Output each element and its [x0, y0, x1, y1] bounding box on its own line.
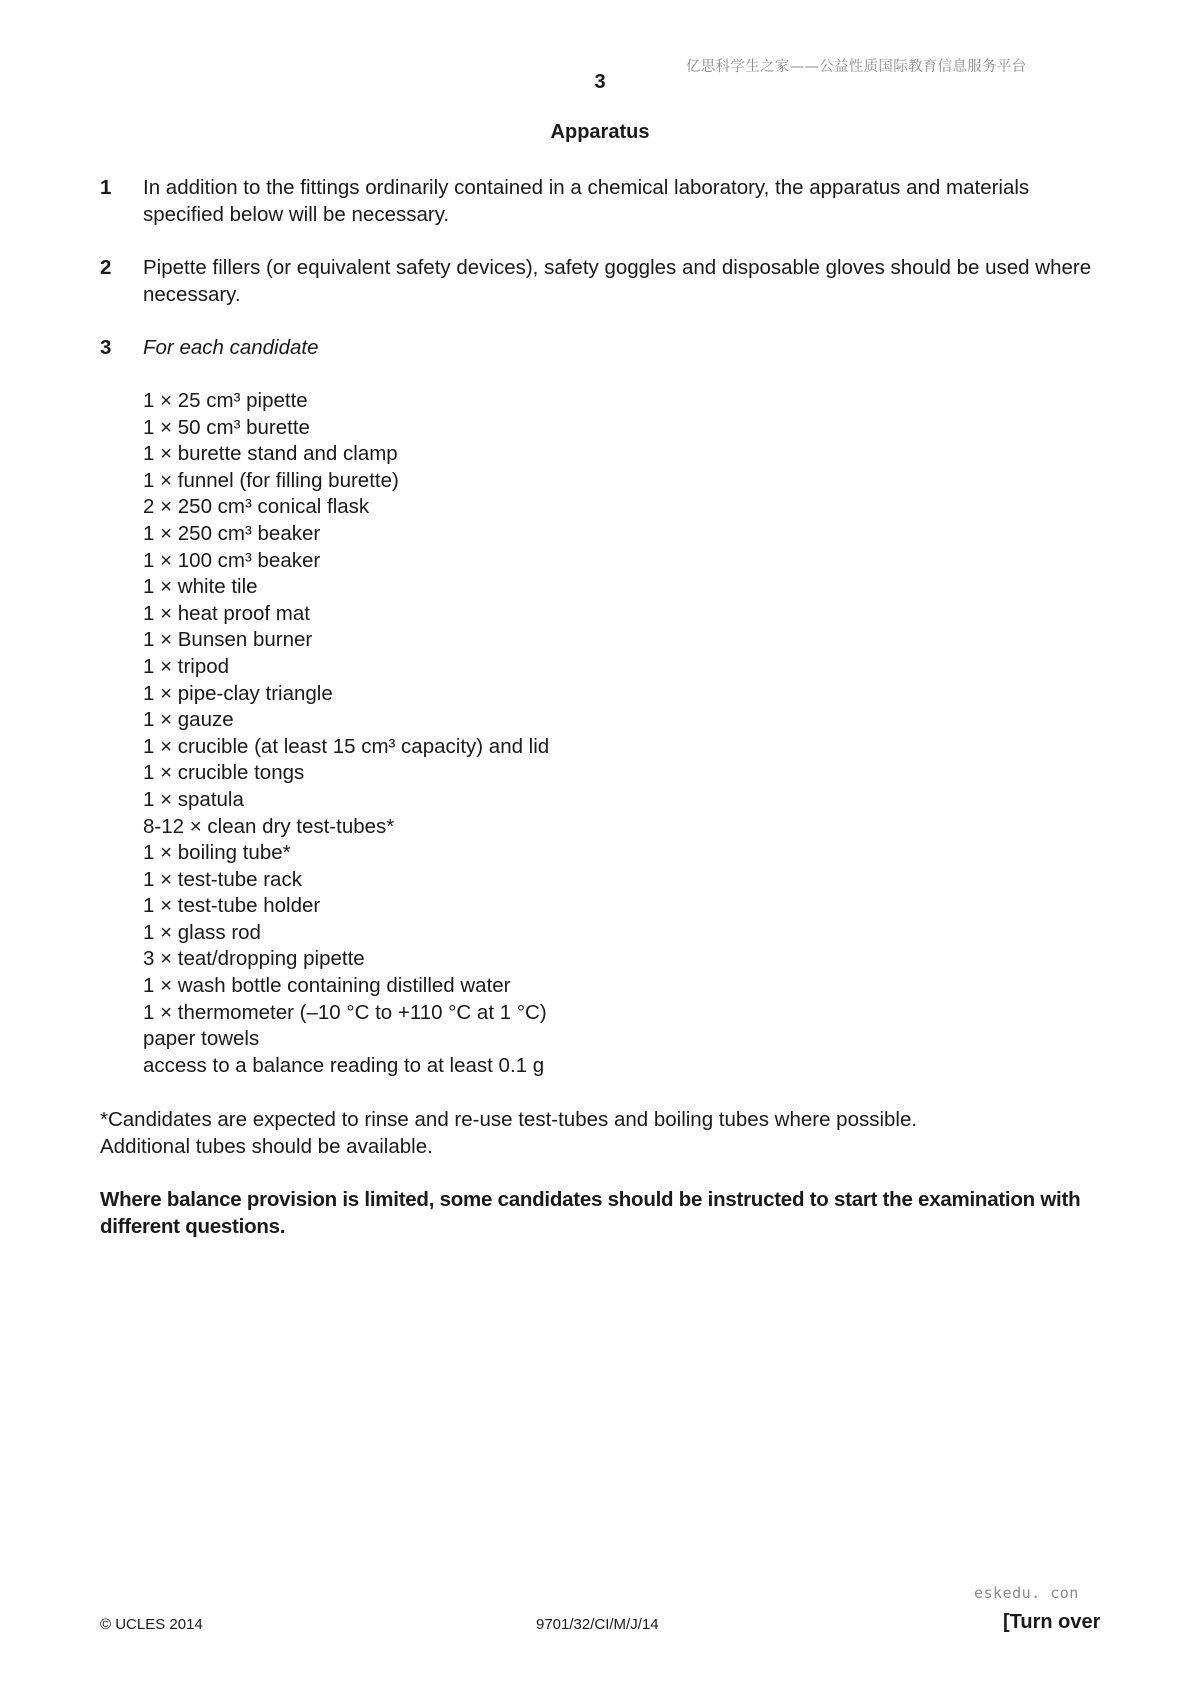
note-line: *Candidates are expected to rinse and re-use test-tubes and boiling tubes where possible.: [100, 1108, 918, 1131]
list-item: 1 × burette stand and clamp: [143, 442, 398, 466]
list-item: 1 × 50 cm³ burette: [143, 415, 310, 439]
list-item: 1 × tripod: [143, 654, 230, 678]
paper-code: 9701/32/CI/M/J/14: [536, 1616, 659, 1633]
paragraph-3: [100, 334, 1102, 361]
list-item: 1 × gauze: [143, 708, 234, 732]
note-line: Additional tubes should be available.: [100, 1135, 433, 1158]
list-item: 1 × Bunsen burner: [143, 628, 313, 652]
section-heading: Apparatus: [550, 121, 650, 143]
list-item: 1 × boiling tube*: [143, 841, 291, 865]
candidate-note: [100, 1106, 1102, 1160]
paragraph-text: In addition to the fittings ordinarily contained in a chemical laboratory, the apparatus and materials specified below will be necessary.: [143, 176, 1030, 226]
list-item: 1 × thermometer (–10 °C to +110 °C at 1 °C): [143, 1000, 547, 1024]
list-item: 2 × 250 cm³ conical flask: [143, 495, 370, 519]
list-item: 3 × teat/dropping pipette: [143, 947, 365, 971]
list-item: 1 × test-tube rack: [143, 867, 302, 891]
list-item: 1 × test-tube holder: [143, 894, 321, 918]
copyright: © UCLES 2014: [100, 1616, 203, 1633]
turn-over: [Turn over: [1003, 1611, 1101, 1633]
list-item: 1 × funnel (for filling burette): [143, 468, 399, 492]
list-item: access to a balance reading to at least 0.1 g: [143, 1053, 545, 1077]
paragraph-1: [100, 174, 1102, 228]
list-item: 1 × wash bottle containing distilled water: [143, 974, 511, 998]
page-number: 3: [594, 71, 606, 93]
watermark-header: 亿思科学生之家——公益性质国际教育信息服务平台: [686, 59, 1027, 75]
watermark-footer: eskedu. con: [974, 1584, 1079, 1602]
list-item: paper towels: [143, 1027, 260, 1051]
paragraph-text: For each candidate: [143, 336, 319, 359]
list-item: 1 × 250 cm³ beaker: [143, 521, 321, 545]
list-item: 1 × pipe-clay triangle: [143, 681, 333, 705]
list-item: 1 × 100 cm³ beaker: [143, 548, 321, 572]
balance-warning: Where balance provision is limited, some candidates should be instructed to start the examination with different questions.: [100, 1188, 1081, 1238]
paragraph-number: 1: [100, 176, 112, 199]
paragraph-number: 2: [100, 256, 112, 279]
list-item: 1 × 25 cm³ pipette: [143, 389, 308, 412]
list-item: 1 × crucible tongs: [143, 761, 305, 785]
list-item: 1 × spatula: [143, 787, 244, 811]
list-item: 8-12 × clean dry test-tubes*: [143, 814, 395, 838]
paragraph-text: Pipette fillers (or equivalent safety devices), safety goggles and disposable gloves should be used where necessary.: [143, 256, 1092, 306]
paragraph-2: [100, 254, 1102, 308]
list-item: 1 × white tile: [143, 575, 258, 599]
list-item: 1 × crucible (at least 15 cm³ capacity) and lid: [143, 734, 550, 758]
paragraph-number: 3: [100, 336, 112, 359]
list-item: 1 × glass rod: [143, 920, 261, 944]
apparatus-list: [143, 388, 549, 1079]
list-item: 1 × heat proof mat: [143, 601, 310, 625]
